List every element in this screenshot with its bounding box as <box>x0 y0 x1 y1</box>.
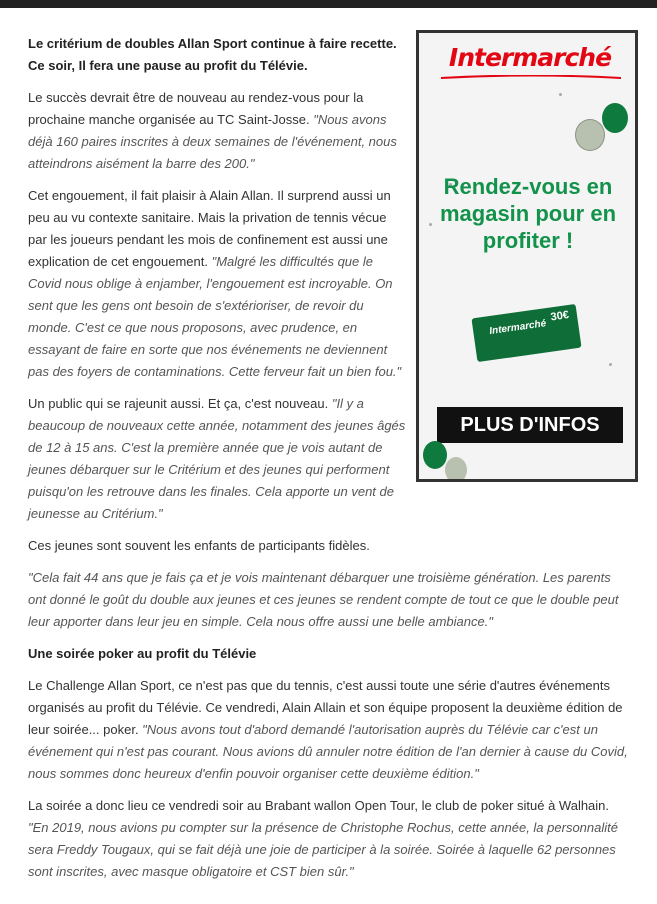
sparkle-icon <box>559 93 562 96</box>
paragraph <box>28 185 408 383</box>
gift-card-brand: Intermarché <box>488 318 547 338</box>
advertisement-banner[interactable] <box>416 30 638 482</box>
article-subhead: Une soirée poker au profit du Télévie <box>28 646 257 661</box>
paragraph-text: Cet engouement, il fait plaisir à Alain Allan. Il surprend aussi un peu au vu contexte sanitaire. Mais la privation de tennis vécue par les joueurs pendant les mois de confinement est aussi une explication de cet engouement. <box>28 188 391 269</box>
paragraph <box>28 567 628 633</box>
quote: "Il y a beaucoup de nouveaux cette année, notamment des jeunes âgés de 12 à 15 ans. C'est la première année que je vois autant de jeunes débarquer sur le Critérium et des jeunes qui performent puisqu'on les retrouve dans les finales. Cela apporte un vent de jeunesse au Critérium." <box>28 396 406 521</box>
christmas-ornament-icon <box>602 103 628 133</box>
paragraph <box>28 87 408 175</box>
paragraph-text: Un public qui se rajeunit aussi. Et ça, c'est nouveau. <box>28 396 332 411</box>
logo-swoosh-icon <box>441 75 621 81</box>
ad-tagline: Rendez-vous en magasin pour en profiter ! <box>439 174 617 253</box>
gift-card-value: 30€ <box>549 308 570 324</box>
quote: "Nous avons tout d'abord demandé l'autorisation auprès du Télévie car c'est un événement qui n'est pas courant. Nous avions dû annuler notre édition de l'an dernier à cause du Covid, nous sommes donc heureux d'enfin pouvoir organiser cette deuxième édition." <box>28 722 628 781</box>
paragraph-text: Le Challenge Allan Sport, ce n'est pas que du tennis, c'est aussi toute une série d'autres événements organisés au profit du Télévie. Ce vendredi, Alain Allain et son équipe proposent la deuxième édition de leur soirée... poker. <box>28 678 623 737</box>
quote: "Cela fait 44 ans que je fais ça et je vois maintenant débarquer une troisième génération. Les parents ont donné le goût du double aux jeunes et ces jeunes se rendent compte de tout ce que le double peut leur apporter dans leur jeu en simple. Cela nous offre aussi une belle ambiance." <box>28 570 619 629</box>
paragraph-text: La soirée a donc lieu ce vendredi soir au Brabant wallon Open Tour, le club de poker situé à Walhain. <box>28 798 610 813</box>
quote: "Malgré les difficultés que le Covid nous oblige à enjamber, l'engouement est incroyable. On sent que les gens ont besoin de s'extérioriser, de revoir du monde. C'est ce que nous proposons, avec prudence, en essayant de faire en sorte que nos événements ne deviennent pas des foyers de contaminations. Cette ferveur fait un bien fou." <box>28 254 402 379</box>
paragraph-text: Le succès devrait être de nouveau au rendez-vous pour la prochaine manche organisée au TC Saint-Josse. <box>28 90 364 127</box>
quote: "Nous avons déjà 160 paires inscrites à deux semaines de l'événement, nous atteindrons aisément la barre des 200." <box>28 112 397 171</box>
christmas-ornament-icon <box>423 441 447 469</box>
more-info-button[interactable]: PLUS D'INFOS <box>437 407 623 443</box>
article-lead: Le critérium de doubles Allan Sport continue à faire recette. Ce soir, Il fera une pause au profit du Télévie. <box>28 36 397 73</box>
top-bar <box>0 0 657 8</box>
gift-card-image <box>471 304 581 362</box>
quote: "En 2019, nous avions pu compter sur la présence de Christophe Rochus, cette année, la personnalité sera Freddy Tougaux, qui se fait déjà une joie de participer à la soirée. Soirée à laquelle 62 personnes sont inscrites, avec masque obligatoire et CST bien sûr." <box>28 820 618 879</box>
sparkle-icon <box>609 363 612 366</box>
christmas-ornament-icon <box>575 119 605 151</box>
christmas-ornament-icon <box>445 457 467 482</box>
paragraph <box>28 393 408 525</box>
paragraph <box>28 675 628 785</box>
intermarche-logo: Intermarché <box>448 43 612 72</box>
paragraph: Ces jeunes sont souvent les enfants de participants fidèles. <box>28 538 370 553</box>
paragraph <box>28 795 628 883</box>
